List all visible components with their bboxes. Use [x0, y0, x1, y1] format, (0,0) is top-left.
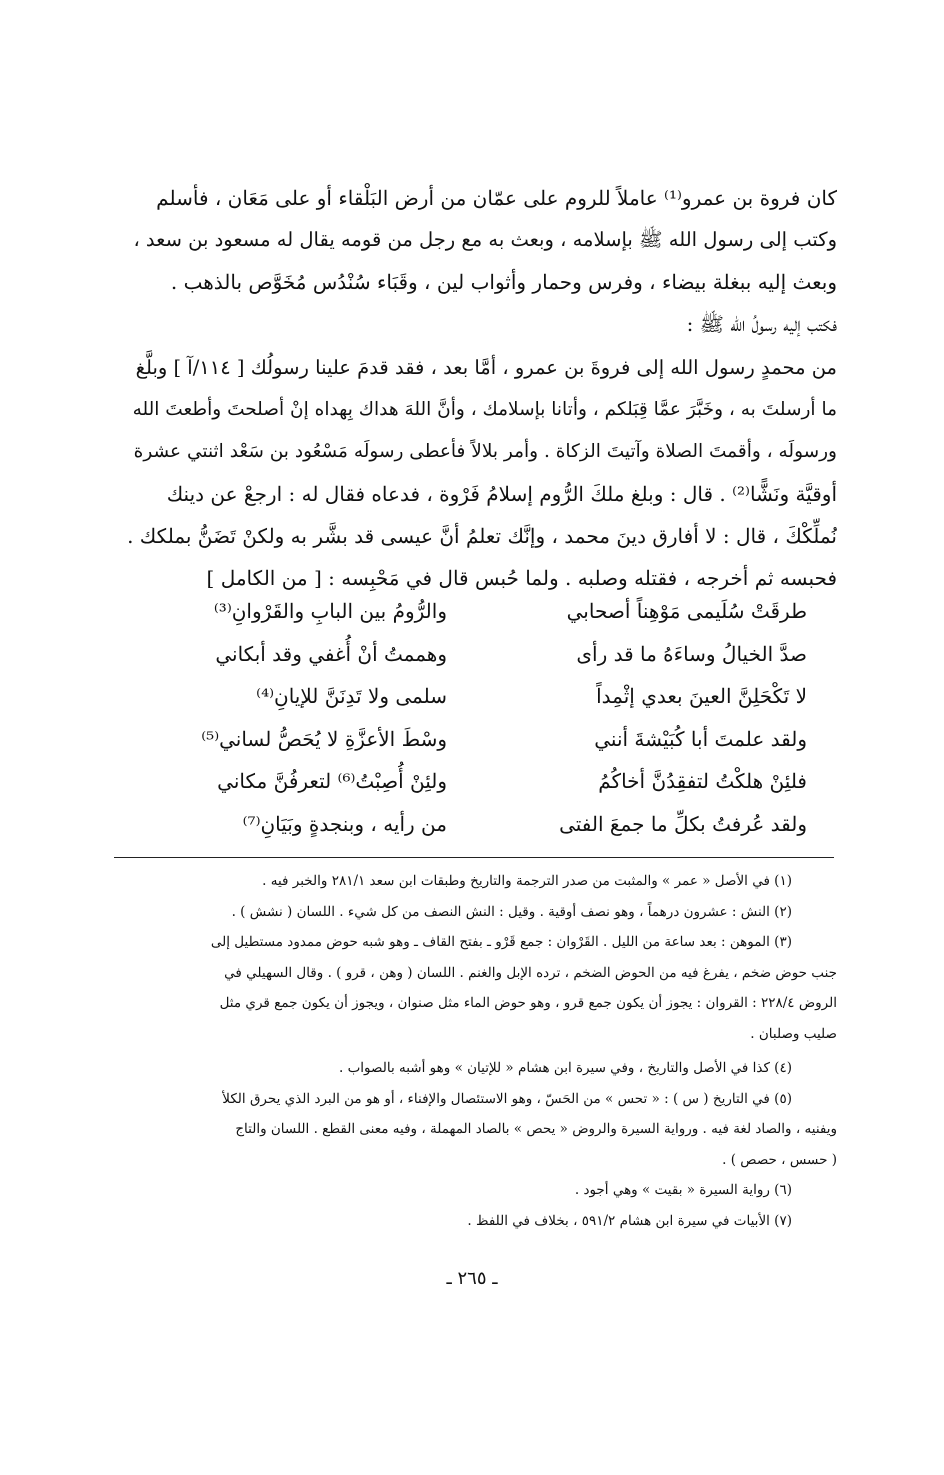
footnote-separator	[114, 857, 834, 858]
text-line: كان فروة بن عمرو⁽¹⁾ عاملاً للروم على عمّان من أرض البَلْقاء أو على مَعَان ، فأسلم	[156, 186, 837, 210]
page-number: ـ ٢٦٥ ـ	[446, 1268, 498, 1289]
footnote-line: الروض ٢٢٨/٤ : القروان : يجوز أن يكون جمع قرو ، وهو حوض الماء مثل صنوان ، ويجوز أن يكون جمع قري مثل	[219, 995, 837, 1011]
verse-second-hemistich: من رأيه ، وبنجدةٍ وبَيَانِ⁽⁷⁾	[242, 811, 447, 836]
footnote-line: (٦) رواية السيرة « بقيت » وهي أجود .	[574, 1182, 792, 1198]
text-line: ورسولَه ، وأقمتَ الصلاة وآتيتَ الزكاة . وأمر بلالاً فأعطى رسولَه مَسْعُود بن سَعْد اثنتي عشرة	[133, 441, 837, 462]
paragraph-letter	[125, 347, 837, 599]
verse-first-hemistich: طرقَتْ سُلَيمى مَوْهِناً أصحابي	[566, 599, 807, 624]
footnote-line: صليب وصلبان .	[750, 1025, 837, 1042]
poem	[125, 590, 837, 845]
poem-verse	[125, 803, 837, 846]
footnote-line: (١) في الأصل « عمر » والمثبت من صدر الترجمة والتاريخ وطبقات ابن سعد ٢٨١/١ والخبر فيه .	[262, 873, 792, 889]
footnote-line: (٣) الموهن : بعد ساعة من الليل . القَرْوان : جمع قَرْو ـ بفتح القاف ـ وهو شبه حوض ممدود مستطيل إلى	[210, 934, 792, 950]
footnotes	[125, 866, 837, 1236]
poem-verse	[125, 718, 837, 761]
poem-verse	[125, 633, 837, 676]
verse-first-hemistich: ولقد عُرفتُ بكلِّ ما جمعَ الفتى	[559, 811, 807, 836]
footnote-line: (٧) الأبيات في سيرة ابن هشام ٥٩١/٢ ، بخلاف في اللفظ .	[467, 1212, 792, 1229]
paragraph-intro	[125, 177, 837, 345]
text-line: فكتب إليه رسولُ الله ﷺ :	[686, 312, 837, 336]
footnote-line: ( حسس ، حصص ) .	[722, 1151, 837, 1168]
verse-second-hemistich: وسْطَ الأعزَّةِ لا يُحَصُّ لساني⁽⁵⁾	[201, 726, 447, 751]
footnote-line: جنب حوض ضخم ، يفرغ فيه من الحوض الضخم ، ترده الإبل والغنم . اللسان ( وهن ، قرو ) . وقال السهيلي في	[224, 964, 837, 981]
verse-second-hemistich: سلمى ولا تَدِنَنَّ للإيانِ⁽⁴⁾	[256, 684, 447, 709]
text-line: فحبسه ثم أخرجه ، فقتله وصلبه . ولما حُبس قال في مَحْبِسه : [ من الكامل ]	[206, 566, 837, 590]
verse-second-hemistich: وهممتُ أنْ أُغفي وقد أبكاني	[215, 641, 447, 666]
text-line: وبعث إليه ببغلة بيضاء ، وفرس وحمار وأثواب لين ، وقَبَاء سُنْدُس مُخَوَّص بالذهب .	[170, 270, 837, 294]
verse-second-hemistich: ولئِنْ أُصِبْتُ⁽⁶⁾ لتعرفُنَّ مكاني	[217, 769, 447, 794]
poem-verse	[125, 590, 837, 633]
footnote-line: (٥) في التاريخ ( س ) : « تحس » من الحَسّ ، وهو الاستئصال والإفناء ، أو هو من البرد الذي يحرق الكلأ	[222, 1090, 792, 1107]
poem-verse	[125, 760, 837, 803]
verse-first-hemistich: فلئِنْ هلكْتُ لتفقِدُنَّ أخاكُمُ	[598, 769, 807, 794]
footnote-line: ويفنيه ، والصاد لغة فيه . ورواية السيرة والروض « يحص » بالصاد المهملة ، وفيه معنى القطع . اللسان والتاج	[235, 1121, 837, 1137]
text-line: وكتب إلى رسول الله ﷺ بإسلامه ، وبعث به مع رجل من قومه يقال له مسعود بن سعد ،	[133, 228, 837, 251]
poem-verse	[125, 675, 837, 718]
text-line: أوقيَّة ونَشًّا⁽²⁾ . قال : وبلغ ملكَ الرُّوم إسلامُ فَرْوة ، فدعاه فقال له : ارجعْ عن دينك	[166, 482, 837, 506]
text-line: من محمدٍ رسول الله إلى فروةَ بن عمرو ، أمَّا بعد ، فقد قدمَ علينا رسولُك [ ١١٤/آ ] وبلَّغ	[135, 356, 837, 379]
text-line: نُملِّكْكَ ، قال : لا أفارق دينَ محمد ، وإنَّك تعلمُ أنَّ عيسى قد بشَّر به ولكنْ تَضَنُّ بملكك .	[127, 524, 837, 548]
verse-second-hemistich: والرُّومُ بين البابِ والقَرْوانِ⁽³⁾	[213, 599, 447, 624]
footnote-line: (٤) كذا في الأصل والتاريخ ، وفي سيرة ابن هشام « للإتيان » وهو أشبه بالصواب .	[339, 1060, 792, 1076]
verse-first-hemistich: لا تَكْحَلِنَّ العينَ بعدي إثْمِداً	[596, 684, 807, 709]
footnote-line: (٢) النش : عشرون درهماً ، وهو نصف أوقية . وقيل : النش النصف من كل شيء . اللسان ( نشش ) .	[231, 903, 792, 920]
verse-first-hemistich: ولقد علمتَ أبا كُبَيْشةَ أنني	[594, 726, 807, 751]
verse-first-hemistich: صدَّ الخيالُ وساءَهُ ما قد رأى	[576, 641, 807, 666]
text-line: ما أرسلتَ به ، وخَبَّرَ عمَّا قِبَلكم ، وأتانا بإسلامك ، وأنَّ اللهَ هداك بِهداه إنْ أصلحتَ وأطعتَ الله	[132, 399, 837, 420]
